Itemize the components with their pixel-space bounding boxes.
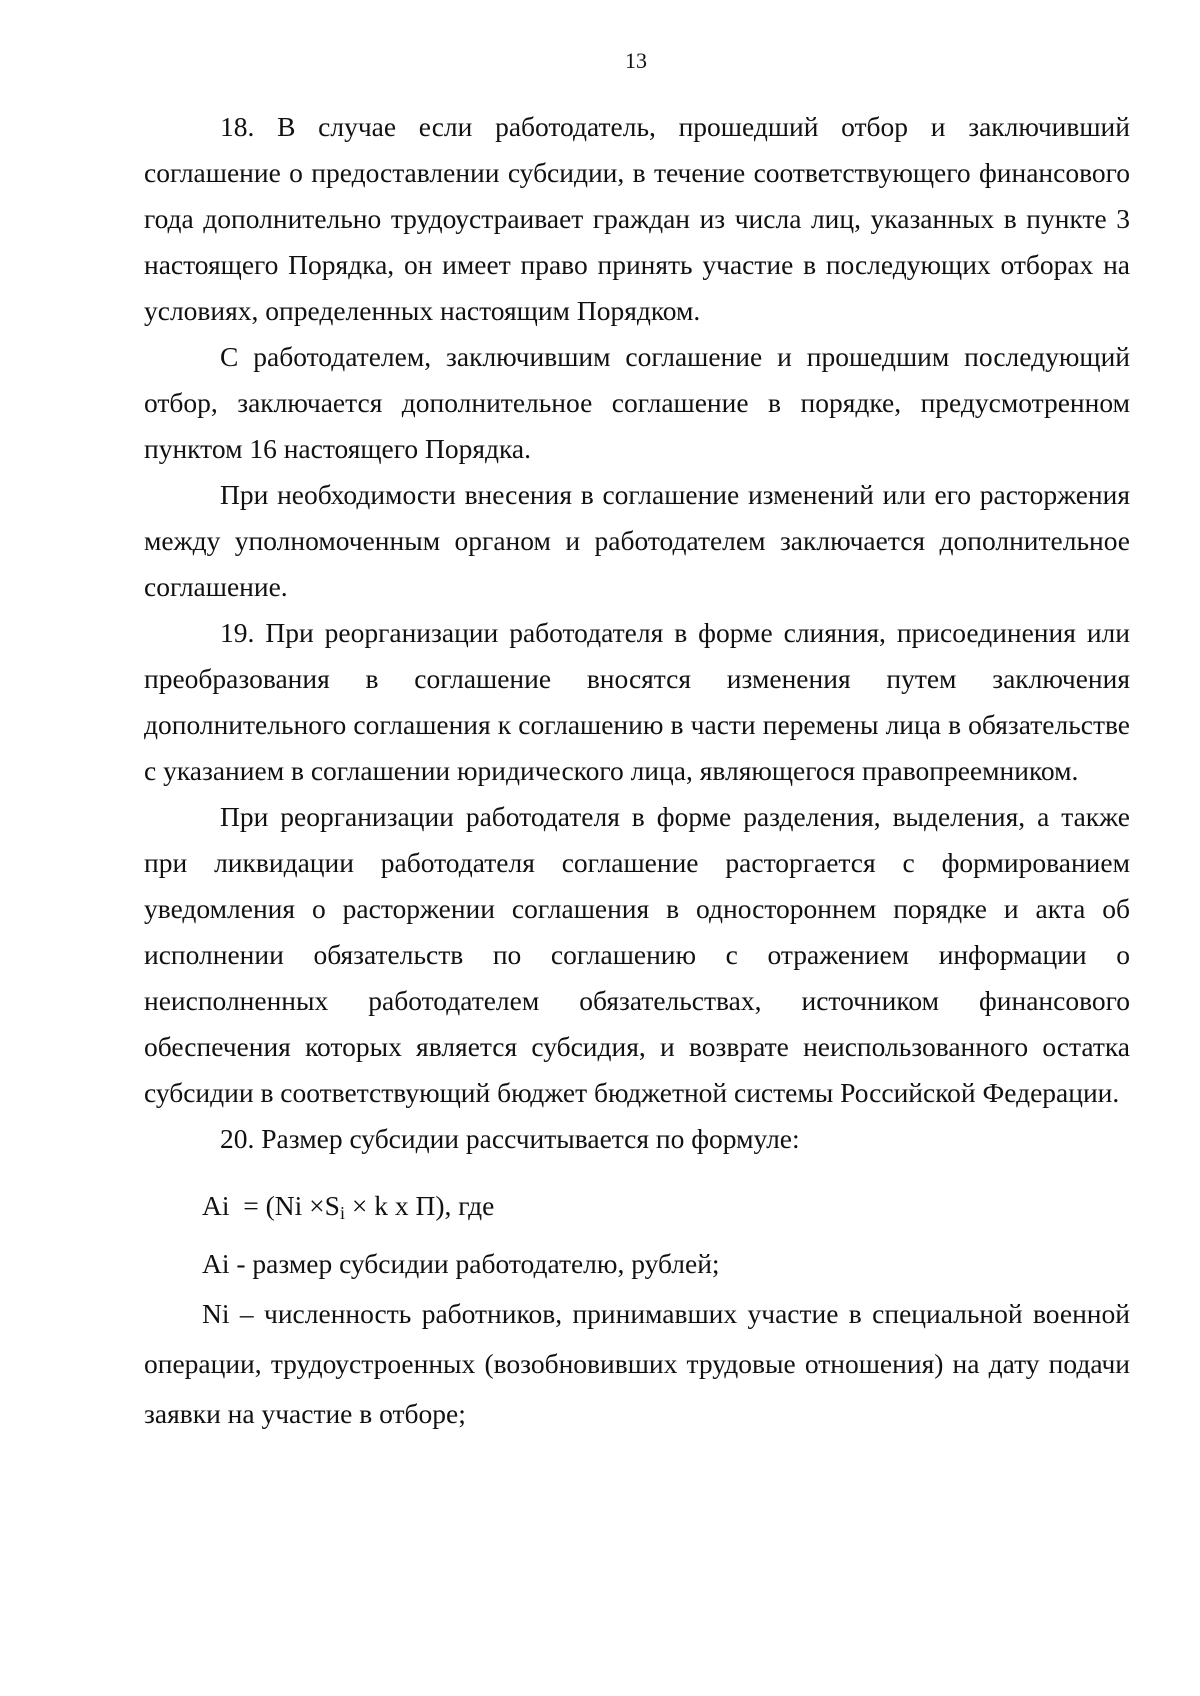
formula-subscript: i — [339, 1203, 345, 1223]
definition-ni: Ni – численность работников, принимавших участие в специальной военной операции, трудоустроенных (возобновивших трудовые отношения) на дату подачи заявки на участие в отборе; — [144, 1298, 1130, 1429]
paragraph-19: 19. При реорганизации работодателя в форме слияния, присоединения или преобразования в соглашение вносятся изменения путем заключения дополнительного соглашения к соглашению в части перемены лица в обязательстве с указанием в соглашении юридического лица, являющегося правопреемником. — [144, 617, 1130, 786]
paragraph-18-amendment: При необходимости внесения в соглашение изменений или его расторжения между уполномоченным органом и работодателем заключается дополнительное соглашение. — [144, 479, 1130, 602]
document-body — [144, 104, 1130, 1439]
paragraph-20: 20. Размер субсидии рассчитывается по формуле: — [220, 1123, 800, 1154]
subsidy-formula — [144, 1180, 1130, 1239]
paragraph-18: 18. В случае если работодатель, прошедший отбор и заключивший соглашение о предоставлении субсидии, в течение соответствующего финансового года дополнительно трудоустраивает граждан из числа лиц, указанных в пункте 3 настоящего Порядка, он имеет право принять участие в последующих отборах на условиях, определенных настоящим Порядком. — [144, 111, 1130, 326]
definition-ai: Ai - размер субсидии работодателю, рублей; — [202, 1248, 720, 1279]
paragraph-18-additional-agreement: С работодателем, заключившим соглашение и прошедшим последующий отбор, заключается дополнительное соглашение в порядке, предусмотренном пунктом 16 настоящего Порядка. — [144, 341, 1130, 464]
page-number: 13 — [625, 48, 647, 73]
formula-suffix: × k x П), где — [345, 1190, 495, 1221]
formula-prefix: Ai = (Ni ×S — [202, 1190, 340, 1221]
paragraph-19-liquidation: При реорганизации работодателя в форме разделения, выделения, а также при ликвидации работодателя соглашение расторгается с формированием уведомления о расторжении соглашения в одностороннем порядке и акта об исполнении обязательств по соглашению с отражением информации о неисполненных работодателем обязательствах, источником финансового обеспечения которых является субсидия, и возврате неиспользованного остатка субсидии в соответствующий бюджет бюджетной системы Российской Федерации. — [144, 801, 1130, 1108]
